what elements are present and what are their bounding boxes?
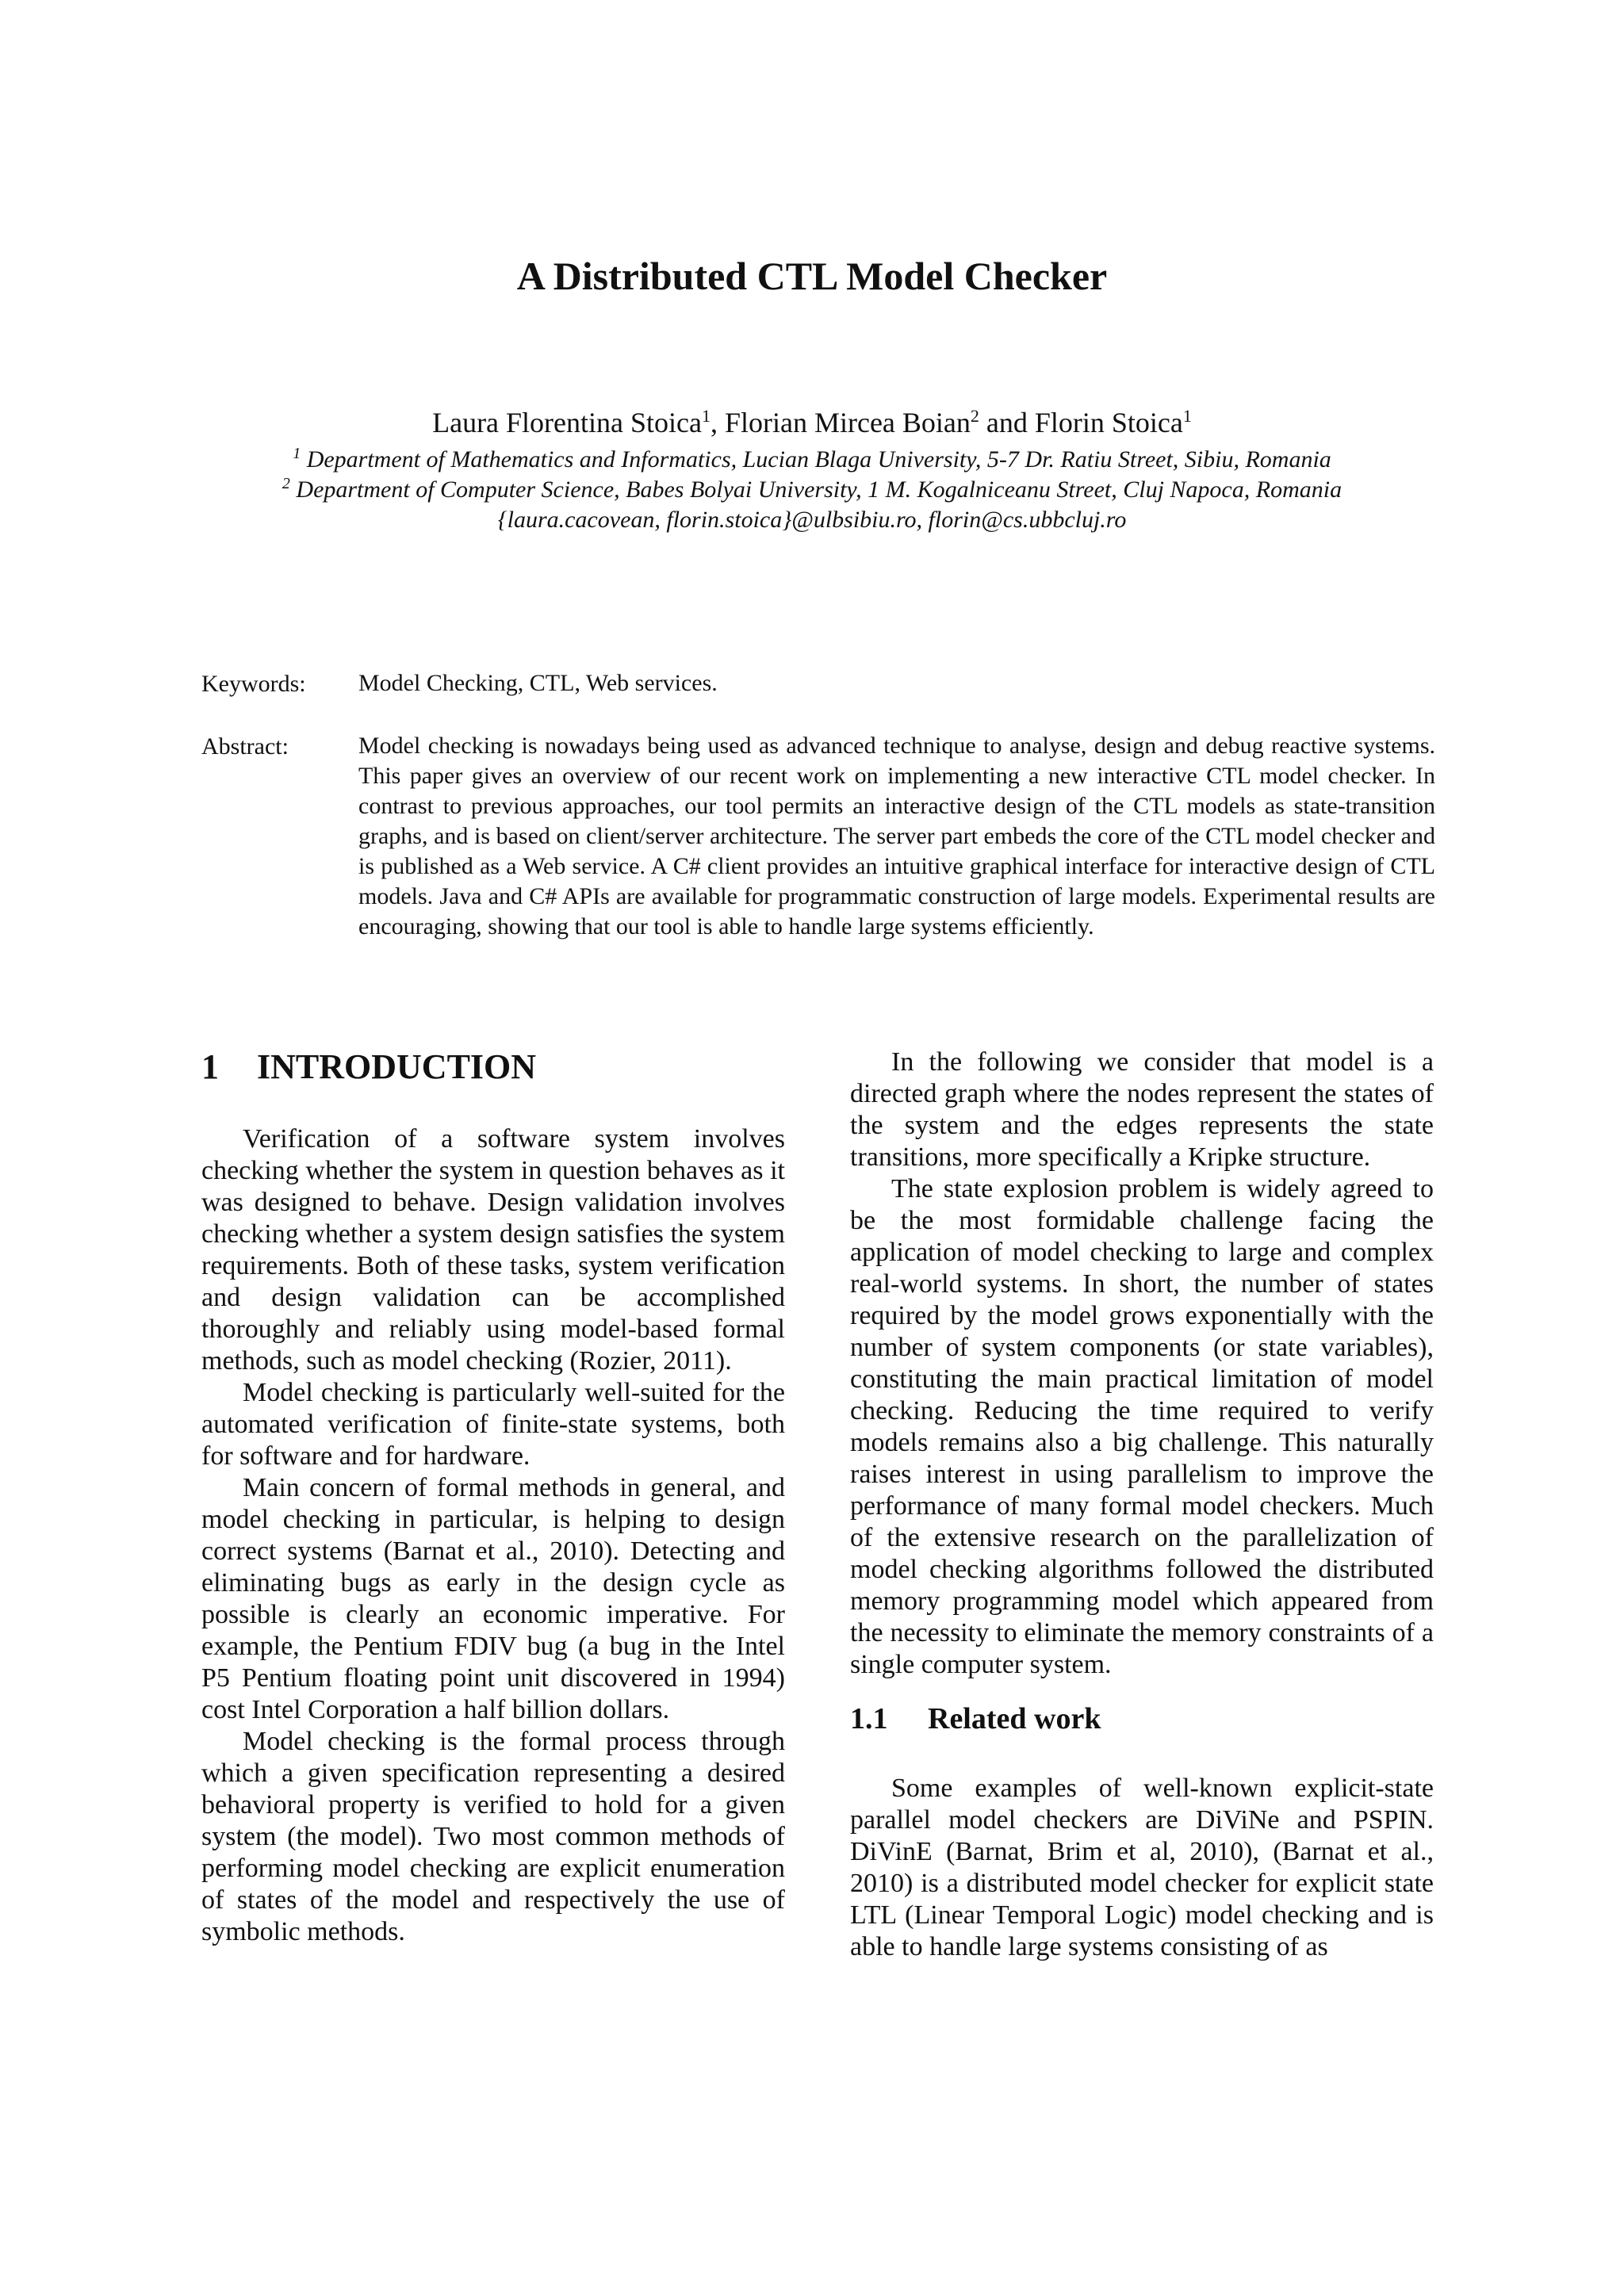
affiliation bbox=[0, 476, 1624, 504]
subsection-title: Related work bbox=[928, 1702, 1101, 1735]
author-separator: and bbox=[979, 407, 1035, 438]
body-paragraph: The state explosion problem is widely agreed to be the most formidable challenge facing the application of model checking to large and complex real-world systems. In short, the number of states required by the model grows exponentially with the number of system components (or state variables), constituting the main practical limitation of model checking. Reducing the time required to verify models remains also a big challenge. This naturally raises interest in using parallelism to improve the performance of many formal model checkers. Much of the extensive research on the parallelization of model checking algorithms followed the distributed memory programming model which appeared from the necessity to eliminate the memory constraints of a single computer system. bbox=[850, 1174, 1434, 1679]
keywords-text: Model Checking, CTL, Web services. bbox=[358, 670, 718, 696]
subsection-heading-related-work bbox=[850, 1701, 1434, 1738]
body-paragraph: Model checking is the formal process through which a given specification representing a desired behavioral property is verified to hold for a given system (the model). Two most common methods of performing model checking are explicit enumeration of states of the model and respectively the use of symbolic methods. bbox=[201, 1726, 785, 1946]
body-paragraph: In the following we consider that model is a directed graph where the nodes represent the states of the system and the edges represents the state transitions, more specifically a Kripke structure. bbox=[850, 1047, 1434, 1172]
author-emails: {laura.cacovean, florin.stoica}@ulbsibiu.ro, florin@cs.ubbcluj.ro bbox=[497, 507, 1127, 533]
affiliation-mark: 2 bbox=[970, 406, 979, 426]
affiliation-text: Department of Mathematics and Informatics, Lucian Blaga University, 5-7 Dr. Ratiu Street, Sibiu, Romania bbox=[301, 446, 1331, 473]
affiliation-mark: 1 bbox=[701, 406, 710, 426]
section-number: 1 bbox=[201, 1047, 219, 1086]
left-column bbox=[201, 1047, 785, 1948]
author-separator: , bbox=[710, 407, 725, 438]
body-paragraph: Verification of a software system involves checking whether the system in question behaves as it was designed to behave. Design validation involves checking whether a system design satisfies the system requirements. Both of these tasks, system verification and design validation can be accomplished thoroughly and reliably using model-based formal methods, such as model checking (Rozier, 2011). bbox=[201, 1123, 785, 1376]
affiliation-mark: 1 bbox=[1182, 406, 1192, 426]
section-title: INTRODUCTION bbox=[257, 1047, 537, 1086]
body-paragraph: Main concern of formal methods in general, and model checking in particular, is helping to design correct systems (Barnat et al., 2010). Detecting and eliminating bugs as early in the design cycle as possible is clearly an economic imperative. For example, the Pentium FDIV bug (a bug in the Intel P5 Pentium floating point unit discovered in 1994) cost Intel Corporation a half billion dollars. bbox=[201, 1472, 785, 1724]
section-heading-introduction bbox=[201, 1047, 785, 1089]
abstract-text: Model checking is nowadays being used as advanced technique to analyse, design and debug reactive systems. This paper gives an overview of our recent work on implementing a new interactive CTL model checker. In contrast to previous approaches, our tool permits an interactive design of the CTL models as state-transition graphs, and is based on client/server architecture. The server part embeds the core of the CTL model checker and is published as a Web service. A C# client provides an intuitive graphical interface for interactive design of CTL models. Java and C# APIs are available for programmatic construction of large models. Experimental results are encouraging, showing that our tool is able to handle large systems efficiently. bbox=[358, 733, 1435, 939]
abstract-label: Abstract: bbox=[201, 733, 289, 760]
affiliation-mark: 1 bbox=[293, 445, 301, 462]
author-name: Florian Mircea Boian bbox=[724, 407, 971, 438]
body-paragraph: Model checking is particularly well-suited for the automated verification of finite-state systems, both for software and for hardware. bbox=[201, 1377, 785, 1471]
author-name: Laura Florentina Stoica bbox=[432, 407, 702, 438]
affiliation bbox=[0, 446, 1624, 474]
author-list bbox=[0, 406, 1624, 440]
paper-title: A Distributed CTL Model Checker bbox=[516, 254, 1108, 298]
affiliation-text: Department of Computer Science, Babes Bolyai University, 1 M. Kogalniceanu Street, Cluj Napoca, Romania bbox=[289, 476, 1342, 503]
keywords-label: Keywords: bbox=[201, 671, 306, 697]
author-name: Florin Stoica bbox=[1034, 407, 1183, 438]
right-column bbox=[850, 1047, 1434, 1963]
affiliation-mark: 2 bbox=[282, 475, 290, 492]
subsection-number: 1.1 bbox=[850, 1702, 888, 1735]
body-paragraph: Some examples of well-known explicit-state parallel model checkers are DiViNe and PSPIN. DiVinE (Barnat, Brim et al, 2010), (Barnat et al., 2010) is a distributed model checker for explicit state LTL (Linear Temporal Logic) model checking and is able to handle large systems consisting of as bbox=[850, 1773, 1434, 1961]
